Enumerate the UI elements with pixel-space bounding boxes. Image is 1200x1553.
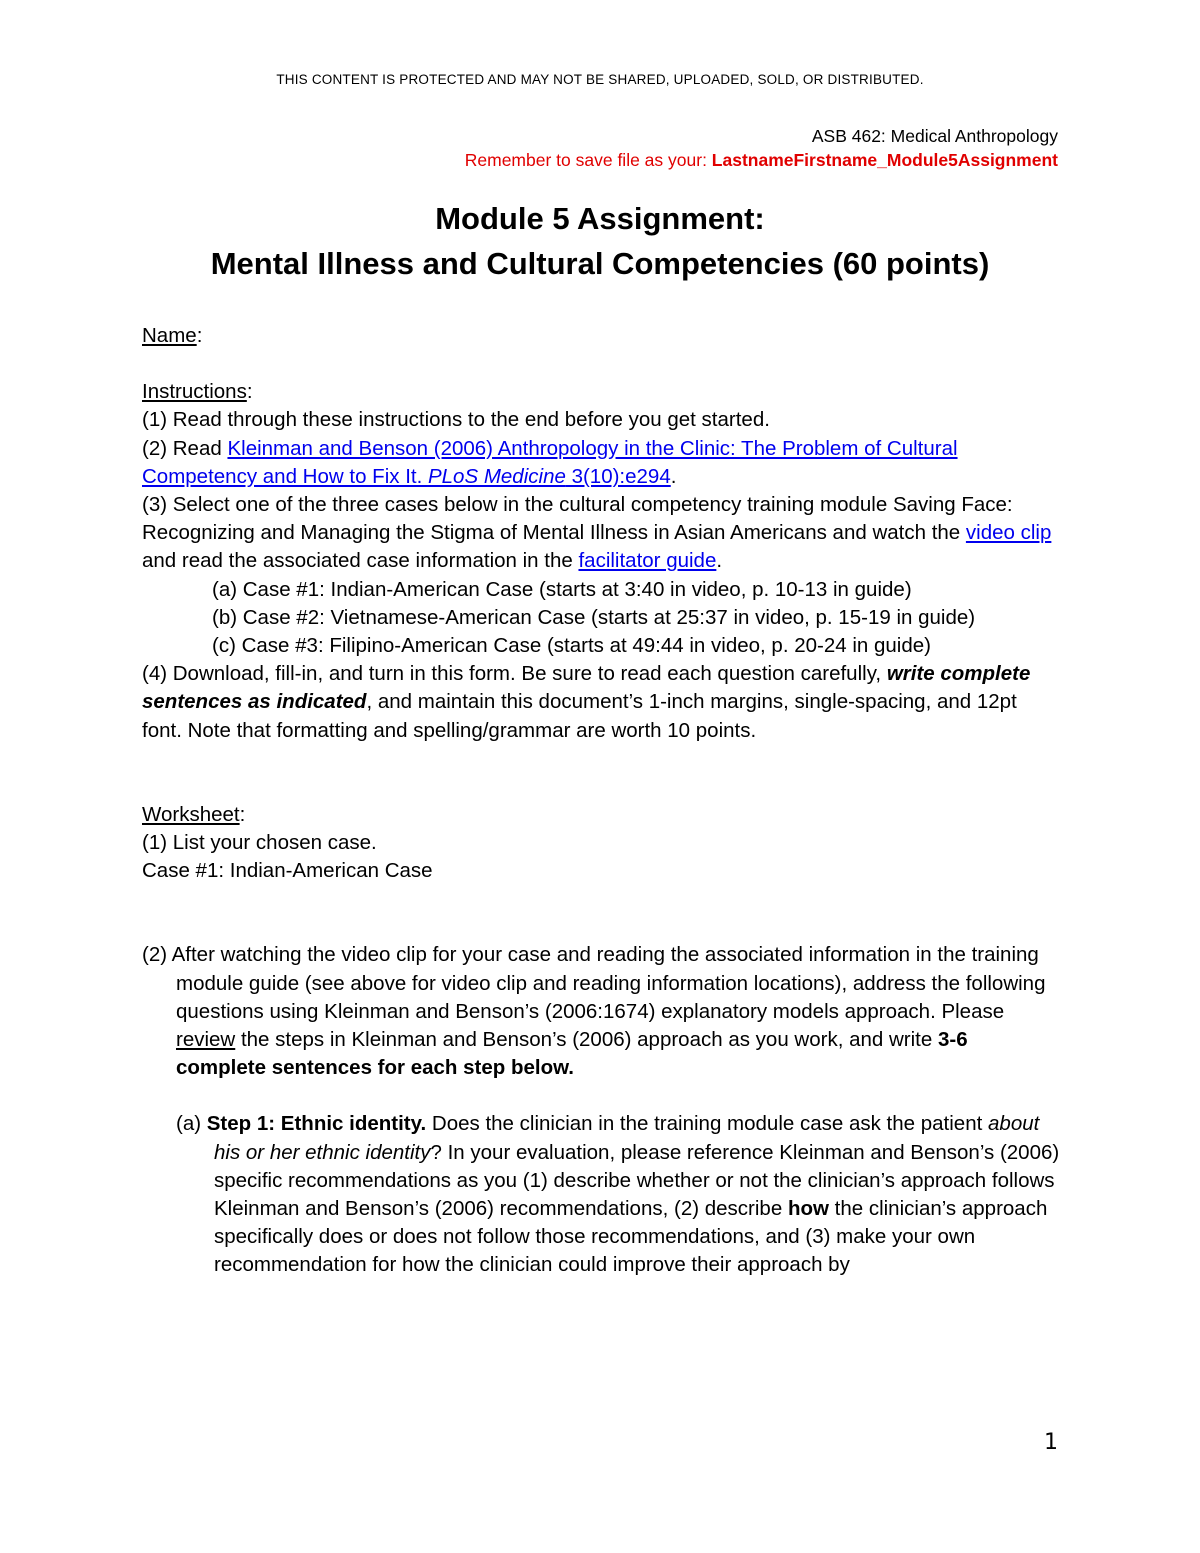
case-option-c: (c) Case #3: Filipino-American Case (starts at 49:44 in video, p. 20-24 in guide) xyxy=(212,634,931,658)
worksheet-question-2: (2) After watching the video clip for your case and reading the associated information in the training module guide (see above for video clip and reading information locations), address the following questions using Kleinman and Benson’s (2006:1674) explanatory models approach. Please review the steps in Kleinman and Benson’s (2006) approach as you work, and write 3-6 complete sentences for each step below. xyxy=(142,943,1046,1080)
course-header xyxy=(465,124,1058,172)
instruction-step-3: (3) Select one of the three cases below in the cultural competency training module Saving Face: Recognizing and Managing the Stigma of Mental Illness in Asian Americans and watch the video clip and read the associated case information in the facilitator guide. xyxy=(142,493,1052,573)
name-field: Name: xyxy=(142,324,203,347)
kleinman-benson-article-link[interactable]: Kleinman and Benson (2006) Anthropology in the Clinic: The Problem of Cultural Competency and How to Fix It. PLoS Medicine 3(10):e294 xyxy=(142,436,958,488)
protected-content-notice: THIS CONTENT IS PROTECTED AND MAY NOT BE SHARED, UPLOADED, SOLD, OR DISTRIBUTED. xyxy=(276,72,924,87)
worksheet-step-1: (a) Step 1: Ethnic identity. Does the clinician in the training module case ask the patient about his or her ethnic identity? In your evaluation, please reference Kleinman and Benson’s (2006) specific recommendations as you (1) describe whether or not the clinician’s approach follows Kleinman and Benson’s (2006) recommendations, (2) describe how the clinician’s approach specifically does or does not follow those recommendations, and (3) make your own recommendation for how the clinician could improve their approach by xyxy=(176,1112,1060,1277)
worksheet-question-1: (1) List your chosen case. xyxy=(142,831,377,855)
title-line-2: Mental Illness and Cultural Competencies (60 points) xyxy=(210,246,990,281)
page-title xyxy=(0,196,1200,286)
instruction-step-2: (2) Read Kleinman and Benson (2006) Anthropology in the Clinic: The Problem of Cultural Competency and How to Fix It. PLoS Medicine 3(10):e294. xyxy=(142,436,958,488)
worksheet-heading: Worksheet: xyxy=(142,802,246,826)
instruction-step-1: (1) Read through these instructions to the end before you get started. xyxy=(142,408,770,432)
save-reminder xyxy=(465,148,1058,172)
instructions-heading: Instructions: xyxy=(142,380,253,404)
page-number: 1 xyxy=(1044,1430,1058,1455)
facilitator-guide-link[interactable]: facilitator guide xyxy=(578,549,717,573)
instruction-step-4: (4) Download, fill-in, and turn in this form. Be sure to read each question carefully, write complete sentences as indicated, and maintain this document’s 1-inch margins, single-spacing, and 12pt font. Note that formatting and spelling/grammar are worth 10 points. xyxy=(142,662,1031,742)
document-body xyxy=(142,322,1062,1280)
name-label: Name xyxy=(142,324,197,347)
course-name: ASB 462: Medical Anthropology xyxy=(811,126,1058,146)
case-option-b: (b) Case #2: Vietnamese-American Case (starts at 25:37 in video, p. 15-19 in guide) xyxy=(212,605,976,629)
video-clip-link[interactable]: video clip xyxy=(965,521,1052,545)
save-filename: LastnameFirstname_Module5Assignment xyxy=(711,150,1058,170)
save-reminder-prefix: Remember to save file as your: xyxy=(464,150,712,170)
worksheet-answer-1[interactable]: Case #1: Indian-American Case xyxy=(142,859,433,883)
case-option-a: (a) Case #1: Indian-American Case (starts at 3:40 in video, p. 10-13 in guide) xyxy=(212,577,912,601)
title-line-1: Module 5 Assignment: xyxy=(435,201,765,236)
